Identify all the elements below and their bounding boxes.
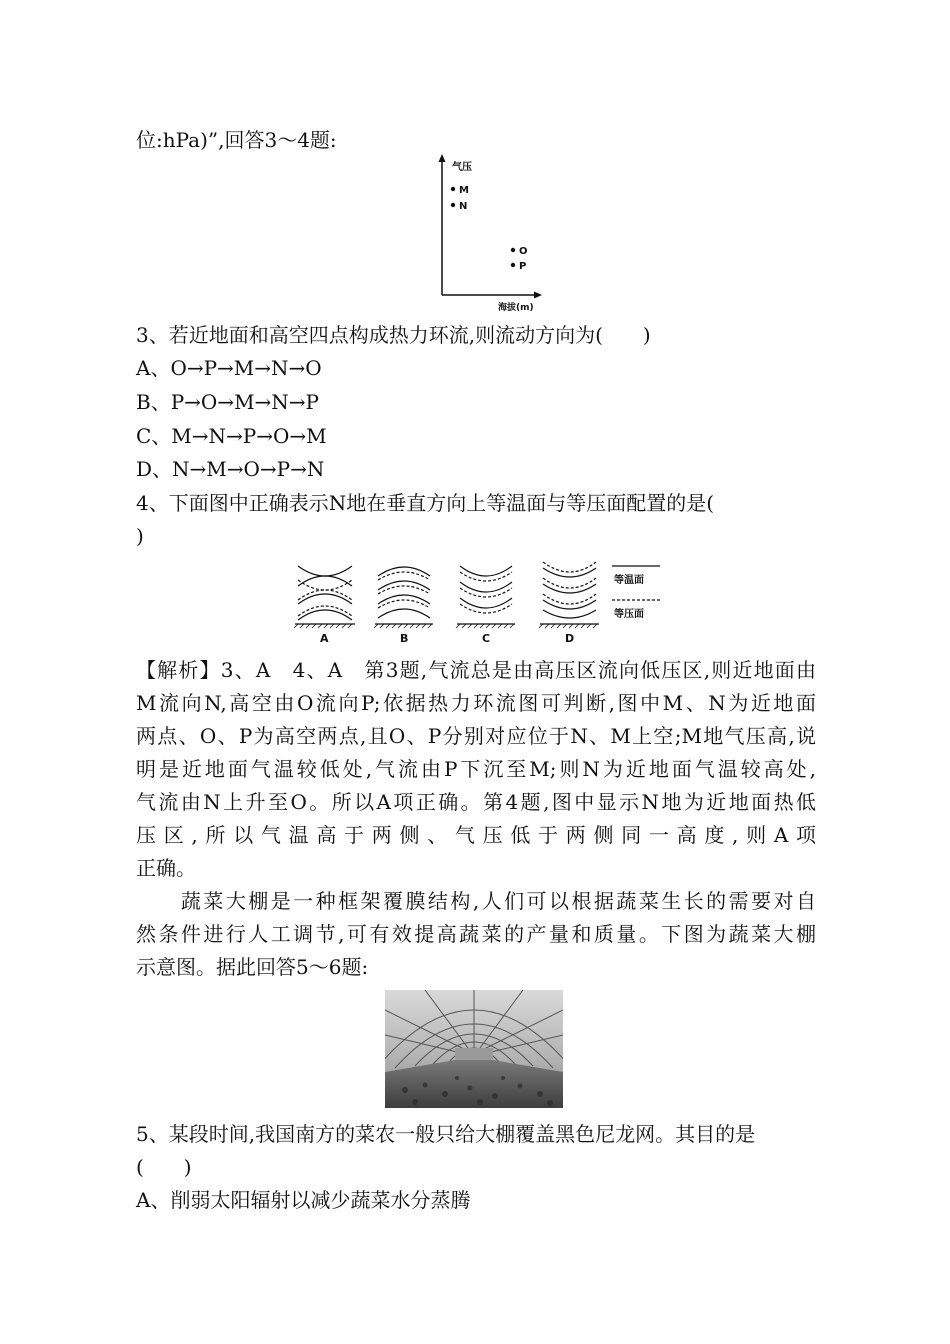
passage-line-1: 蔬菜大棚是一种框架覆膜结构,人们可以根据蔬菜生长的需要对自 (136, 889, 816, 913)
analysis-line-5: 气流由N上升至O。所以A项正确。第4题,图中显示N地为近地面热低 (136, 790, 816, 814)
panel-b-drawing (378, 567, 430, 618)
intro-text: 位:hPa)”,回答3～4题: (136, 128, 337, 152)
point-label-p: P (519, 261, 527, 272)
q5-stem-line1: 5、某段时间,我国南方的菜农一般只给大棚覆盖黑色尼龙网。其目的是 (136, 1122, 756, 1146)
q4-stem-line2: ) (136, 524, 144, 548)
q3-option-b: B、P→O→M→N→P (136, 390, 320, 414)
analysis-line-4: 明是近地面气温较低处,气流由P下沉至M;则N为近地面气温较高处, (136, 757, 816, 781)
point-label-n: N (459, 201, 468, 212)
point-p (511, 263, 515, 267)
panel-a-drawing (298, 566, 352, 620)
greenhouse-photo (385, 990, 563, 1108)
q5-stem-line2: ( ) (136, 1155, 192, 1179)
q3-stem: 3、若近地面和高空四点构成热力环流,则流动方向为( ) (136, 323, 651, 347)
panel-d-drawing (543, 562, 596, 618)
panel-label-a: A (320, 632, 329, 645)
isobar-isotherm-figure (290, 556, 675, 646)
analysis-line-1: 【解析】3、A 4、A 第3题,气流总是由高压区流向低压区,则近地面由 (136, 658, 816, 682)
passage-line-3: 示意图。据此回答5～6题: (136, 955, 369, 979)
passage-line-2: 然条件进行人工调节,可有效提高蔬菜的产量和质量。下图为蔬菜大棚 (136, 922, 816, 946)
pressure-altitude-graph (420, 152, 550, 317)
q4-stem-line1: 4、下面图中正确表示N地在垂直方向上等温面与等压面配置的是( (136, 491, 715, 515)
legend-isotherm-label: 等温面 (614, 575, 644, 586)
point-o (511, 248, 515, 252)
panel-label-d: D (565, 632, 575, 645)
panel-c-drawing (460, 566, 512, 613)
q3-option-a: A、O→P→M→N→O (136, 356, 322, 380)
q3-option-c: C、M→N→P→O→M (136, 424, 327, 448)
point-n (451, 203, 455, 207)
point-m (451, 187, 455, 191)
analysis-line-2: M流向N,高空由O流向P;依据热力环流图可判断,图中M、N为近地面 (136, 691, 816, 715)
q5-option-a: A、削弱太阳辐射以减少蔬菜水分蒸腾 (136, 1188, 471, 1212)
point-label-m: M (459, 185, 469, 196)
panel-label-b: B (400, 632, 409, 645)
x-axis-label: 海拔(m) (498, 303, 534, 313)
analysis-line-7: 正确。 (136, 856, 196, 880)
panel-label-c: C (482, 632, 491, 645)
point-label-o: O (519, 246, 528, 257)
analysis-line-6: 压区,所以气温高于两侧、气压低于两侧同一高度,则A项 (136, 823, 816, 847)
q3-option-d: D、N→M→O→P→N (136, 457, 325, 481)
y-axis-label: 气压 (452, 162, 472, 173)
legend-isobar-label: 等压面 (614, 609, 644, 620)
analysis-line-3: 两点、O、P为高空两点,且O、P分别对应位于N、M上空;M地气压高,说 (136, 724, 816, 748)
